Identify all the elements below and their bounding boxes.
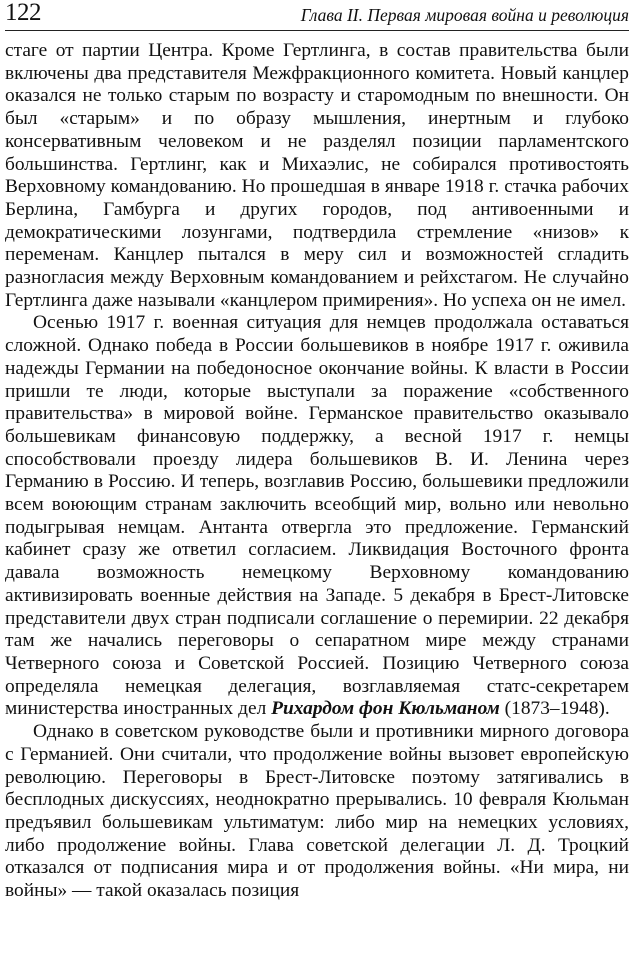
person-name-emphasis: Рихардом фон Кюльманом — [271, 698, 500, 720]
running-head: Глава II. Первая мировая война и революция — [300, 5, 629, 25]
paragraph-text: Однако в советском руководстве были и противники мирного договора с Германией. Они считали, что продолжение войны вызовет европейскую революцию. Переговоры в Брест-Литовске поэтому затягивались в бесплодных дискуссиях, неоднократно прерывались. 10 февраля Кюльман предъявил большевикам ультиматум: либо мир на немецких условиях, либо продолжение войны. Глава советской делегации Л. Д. Троцкий отказался от подписания мира и от продолжения войны. «Ни мира, ни войны» — такой оказалась позиция — [5, 721, 629, 902]
paragraph-text: стаге от партии Центра. Кроме Гертлинга, в состав правительства были включены два представителя Межфракционного комитета. Новый канцлер оказался не только старым по возрасту и старомодным по внешности. Он был «старым» и по образу мышления, инертным и глубоко консервативным человеком и не разделял позиции парламентского большинства. Гертлинг, как и Михаэлис, не собирался противостоять Верховному командованию. Но прошедшая в январе 1918 г. стачка рабочих Берлина, Гамбурга и других городов, под антивоенными и демократическими лозунгами, подтвердила стремление «низов» к переменам. Канцлер пытался в меру сил и возможностей сгладить разногласия между Верховным командованием и рейхстагом. Не случайно Гертлинга даже называли «канцлером примирения». Но успеха он не имел. — [5, 40, 629, 311]
page-number: 122 — [5, 0, 41, 26]
page-header — [5, 0, 629, 30]
paragraph-continued — [5, 40, 629, 312]
paragraph — [5, 312, 629, 721]
paragraph-text-tail: (1873–1948). — [499, 698, 610, 720]
paragraph-text: Осенью 1917 г. военная ситуация для немцев продолжала оставаться сложной. Однако победа в России большевиков в ноябре 1917 г. оживила надежды Германии на победоносное окончание войны. К власти в России пришли те люди, которые выступали за поражение «собственного правительства» в мировой войне. Германское правительство оказывало большевикам финансовую поддержку, а весной 1917 г. немцы способствовали проезду лидера большевиков В. И. Ленина через Германию в Россию. И теперь, возглавив Россию, большевики предложили всем воюющим странам заключить всеобщий мир, вольно или невольно подыгрывая немцам. Антанта отвергла это предложение. Германский кабинет сразу же ответил согласием. Ликвидация Восточного фронта давала возможность немецкому Верховному командованию активизировать военные действия на Западе. 5 декабря в Брест-Литовске представители двух стран подписали соглашение о перемирии. 22 декабря там же начались переговоры о сепаратном мире между странами Четверного союза и Советской Россией. Позицию Четверного союза определяла немецкая делегация, возглавляемая статс-секретарем министерства иностранных дел — [5, 312, 629, 720]
header-rule — [5, 30, 629, 31]
paragraph — [5, 721, 629, 903]
body-text — [5, 40, 629, 903]
